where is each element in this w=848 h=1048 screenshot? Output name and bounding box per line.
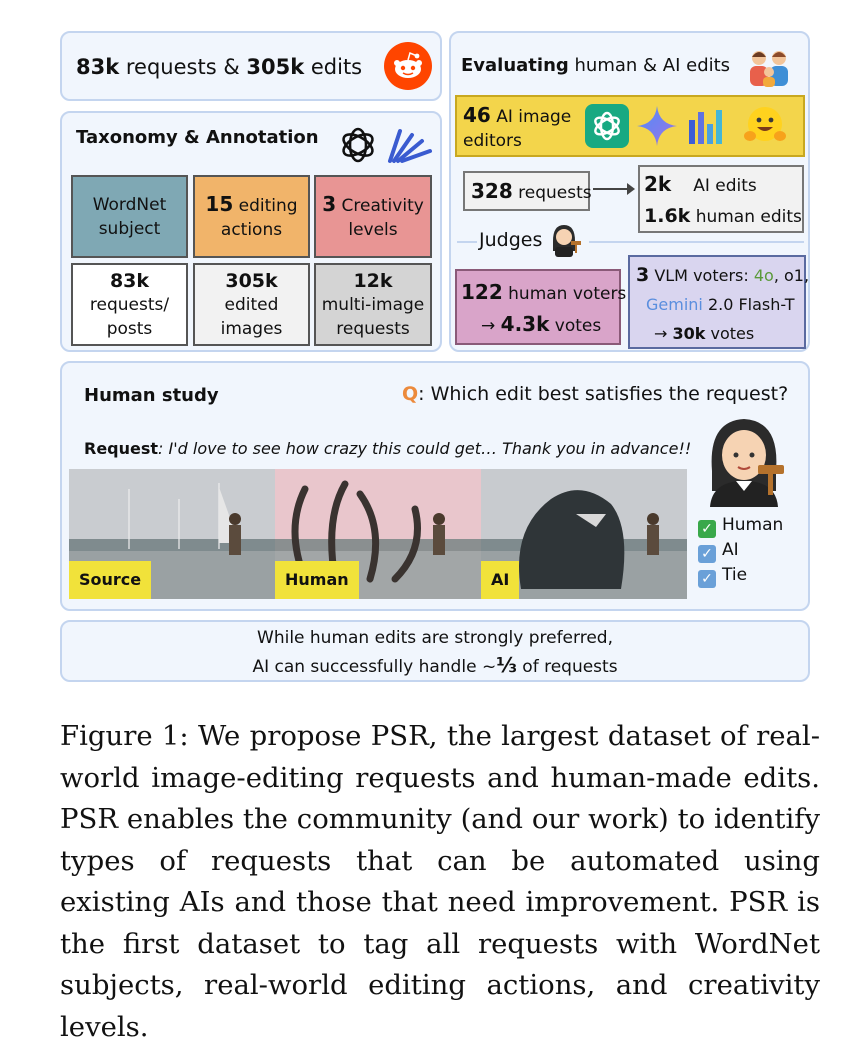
- gemini-sparkle-icon: [635, 104, 679, 148]
- figure-caption: Figure 1: We propose PSR, the largest dataset of real-world image-editing requests and human-made edits. PSR enables the community (and our work) to identify types of requests that can be automated using existing AIs and those that need improvement. PSR is the first dataset to tag all requests with WordNet subjects, real-world editing actions, and creativity levels.: [60, 720, 820, 1043]
- edits-box: [638, 165, 804, 233]
- openai-icon: [336, 123, 380, 167]
- option-human[interactable]: [698, 513, 783, 538]
- judge-small-icon: [547, 221, 583, 257]
- judges-divider-line: [457, 241, 477, 243]
- vlm-votes-arrow: →: [654, 324, 668, 343]
- conclusion-panel: [60, 620, 810, 682]
- conclusion-line2: [62, 652, 808, 681]
- ai-edits-count: 2k: [644, 172, 672, 196]
- requests-stat-box: [71, 263, 188, 346]
- conclusion-line2-c: of requests: [516, 657, 618, 677]
- judge-icon: [700, 411, 790, 507]
- conclusion-line2-a: AI can successfully handle ~: [252, 657, 497, 677]
- creativity-line2: levels: [348, 219, 398, 240]
- model-comma: ,: [803, 266, 810, 285]
- stat2-line2: images: [220, 318, 283, 339]
- checkbox-icon: ✓: [698, 570, 716, 588]
- human-votes-arrow: →: [481, 316, 496, 336]
- actions-count: 15: [205, 191, 234, 216]
- editing-actions-box: [193, 175, 310, 258]
- hugging-face-icon: [741, 102, 789, 150]
- stat1-line2: posts: [106, 318, 153, 339]
- evaluating-title: [461, 55, 730, 76]
- conclusion-fraction: ⅓: [496, 653, 517, 677]
- creativity-count: 3: [322, 191, 337, 216]
- human-votes-label: votes: [549, 316, 602, 336]
- ai-edits-label: AI edits: [693, 176, 757, 196]
- edits-label: edits: [304, 55, 363, 79]
- option-ai[interactable]: [698, 538, 783, 563]
- multi-image-stat-box: [314, 263, 432, 346]
- wordnet-line2: subject: [98, 218, 161, 239]
- judges-label: Judges: [479, 229, 543, 251]
- human-voters-count: 122: [461, 280, 503, 304]
- human-votes-count: 4.3k: [500, 312, 550, 336]
- evaluating-panel: [449, 31, 810, 352]
- stat1-num: 83k: [109, 269, 150, 292]
- model-gemini-rest: 2.0 Flash-T: [702, 295, 795, 314]
- stat2-num: 305k: [225, 269, 278, 292]
- right-arrow-icon: [591, 179, 637, 199]
- judges-divider-right: [589, 241, 804, 243]
- stat1-line1: requests/: [89, 294, 170, 315]
- vlm-votes-label: votes: [705, 324, 755, 343]
- evaluating-title-rest: human & AI edits: [568, 55, 731, 76]
- question-body: : Which edit best satisfies the request?: [418, 383, 789, 405]
- request-label: Request: [84, 439, 159, 458]
- taxonomy-title: Taxonomy & Annotation: [76, 127, 319, 148]
- model-gemini: Gemini: [646, 295, 703, 314]
- option-ai-label: AI: [722, 540, 739, 560]
- eval-requests-label: requests: [512, 183, 592, 203]
- ai-editors-box: [455, 95, 805, 157]
- source-tag: Source: [69, 561, 151, 599]
- requests-count: 83k: [76, 55, 120, 79]
- check-icon: ✓: [698, 520, 716, 538]
- human-tag: Human: [275, 561, 359, 599]
- human-edits-label: human edits: [690, 207, 802, 227]
- stat3-num: 12k: [353, 269, 393, 292]
- stat3-line1: multi-image: [321, 294, 425, 315]
- human-edits-count: 1.6k: [644, 205, 691, 227]
- people-group-icon: [745, 47, 795, 87]
- summary-panel: [60, 31, 442, 101]
- human-study-panel: [60, 361, 810, 611]
- model-sep: ,: [773, 266, 784, 285]
- wordnet-line1: WordNet: [92, 194, 167, 215]
- chatgpt-icon: [585, 104, 629, 148]
- option-tie[interactable]: [698, 563, 783, 588]
- checkbox-icon: ✓: [698, 545, 716, 563]
- question-text: [402, 383, 788, 405]
- human-voters-box: [455, 269, 627, 345]
- ai-tag: AI: [481, 561, 519, 599]
- options-list: [698, 513, 783, 588]
- vlm-votes-count: 30k: [672, 324, 706, 343]
- editors-line1: AI image: [490, 107, 572, 127]
- reddit-icon: [384, 42, 432, 90]
- edits-count: 305k: [246, 55, 305, 79]
- conclusion-line1: While human edits are strongly preferred,: [257, 628, 613, 648]
- actions-line2: actions: [220, 219, 283, 240]
- ai-editors-text: [463, 103, 571, 153]
- vlm-voters-label: VLM voters:: [649, 266, 754, 285]
- vlm-voters-box: [628, 255, 810, 349]
- model-4o: 4o: [753, 266, 774, 285]
- evaluating-title-bold: Evaluating: [461, 55, 569, 76]
- request-text: [84, 439, 691, 458]
- human-study-title: Human study: [84, 385, 219, 406]
- eval-requests-count: 328: [471, 179, 513, 203]
- stat3-line2: requests: [336, 318, 410, 339]
- requests-box: [463, 171, 590, 211]
- stat2-line1: edited: [224, 294, 279, 315]
- wordnet-subject-box: [71, 175, 188, 258]
- option-tie-label: Tie: [722, 565, 748, 585]
- editors-line2: editors: [463, 131, 522, 151]
- vlm-voters-count: 3: [636, 264, 650, 286]
- human-voters-label: human voters: [502, 284, 627, 304]
- question-label: Q: [402, 383, 419, 405]
- creativity-line1: Creativity: [336, 195, 424, 216]
- model-o1: o1: [783, 266, 804, 285]
- actions-line1: editing: [233, 195, 298, 216]
- creativity-levels-box: [314, 175, 432, 258]
- requests-label: requests &: [119, 55, 247, 79]
- request-body: : I'd love to see how crazy this could get… Thank you in advance!!: [158, 439, 692, 458]
- bar-chart-logo-icon: [685, 106, 729, 148]
- option-human-label: Human: [722, 515, 784, 535]
- summary-text: [76, 53, 362, 81]
- edited-images-stat-box: [193, 263, 310, 346]
- editors-count: 46: [463, 103, 491, 127]
- dataset-fan-icon: [384, 125, 434, 167]
